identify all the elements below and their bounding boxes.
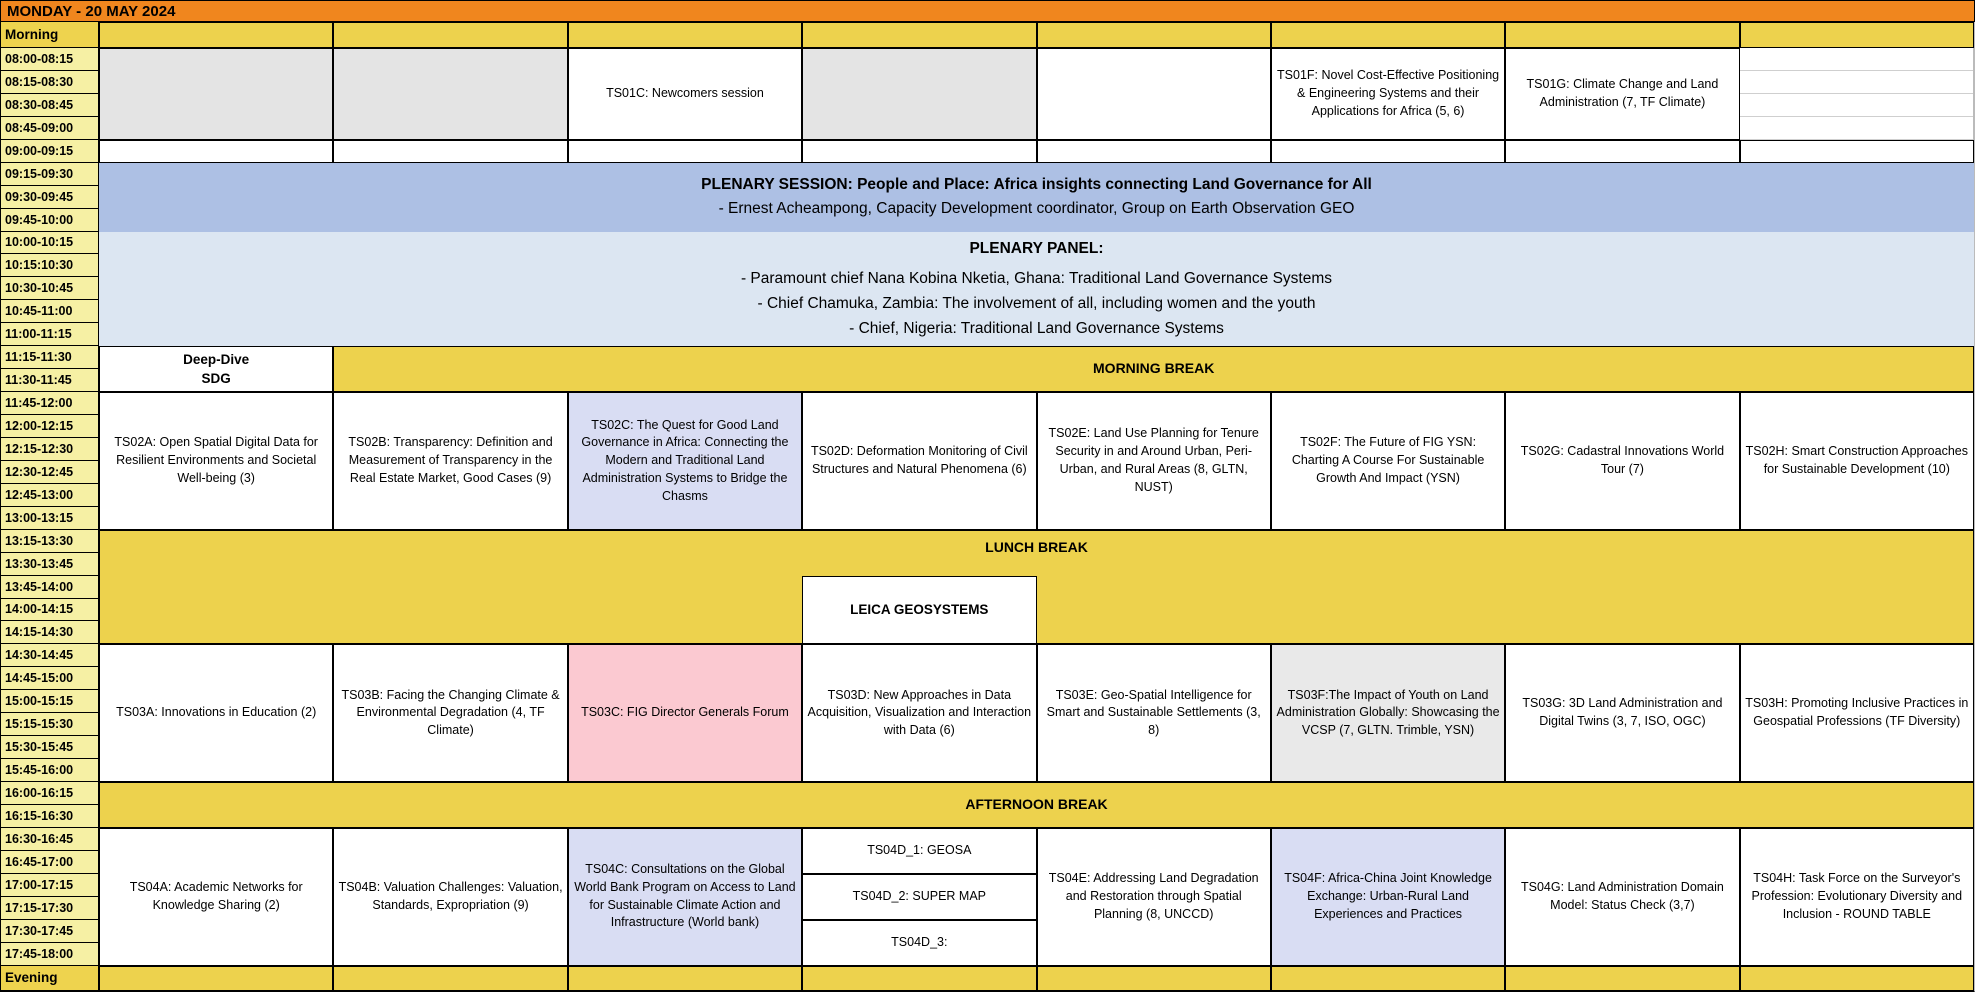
session-ts04f[interactable]: TS04F: Africa-China Joint Knowledge Exchange: Urban-Rural Land Experiences and Practices (1271, 828, 1505, 966)
time-slot: 12:00-12:15 (1, 415, 99, 438)
session-ts01g[interactable]: TS01G: Climate Change and Land Administration (7, TF Climate) (1505, 48, 1739, 140)
session-ts02e[interactable]: TS02E: Land Use Planning for Tenure Security in and Around Urban, Peri-Urban, and Rural Areas (8, GLTN, NUST) (1037, 392, 1271, 530)
session-ts02h[interactable]: TS02H: Smart Construction Approaches for Sustainable Development (10) (1740, 392, 1974, 530)
time-slot: 17:00-17:15 (1, 874, 99, 897)
period-label-evening: Evening (1, 966, 99, 991)
evening-band-cell (1037, 966, 1271, 991)
session-ts02g[interactable]: TS02G: Cadastral Innovations World Tour (7) (1505, 392, 1739, 530)
afternoon-break-band: AFTERNOON BREAK (99, 782, 1974, 828)
session-ts04h[interactable]: TS04H: Task Force on the Surveyor's Profession: Evolutionary Diversity and Inclusion - ROUND TABLE (1740, 828, 1974, 966)
time-slot: 12:45-13:00 (1, 484, 99, 507)
deep-dive-line1: Deep-Dive (183, 351, 250, 367)
session-ts03d[interactable]: TS03D: New Approaches in Data Acquisition, Visualization and Interaction with Data (6) (802, 644, 1036, 782)
empty-row-cell (1271, 140, 1505, 163)
empty-row-cell (802, 140, 1036, 163)
session-ts04e[interactable]: TS04E: Addressing Land Degradation and Restoration through Spatial Planning (8, UNCCD) (1037, 828, 1271, 966)
empty-row-cell (99, 140, 333, 163)
empty-row-cell (333, 140, 567, 163)
morning-band-cell (1037, 22, 1271, 48)
evening-band-cell (99, 966, 333, 991)
session-ts02f[interactable]: TS02F: The Future of FIG YSN: Charting A Course For Sustainable Growth And Impact (YSN) (1271, 392, 1505, 530)
time-slot: 16:45-17:00 (1, 851, 99, 874)
session-ts04b[interactable]: TS04B: Valuation Challenges: Valuation, Standards, Expropriation (9) (333, 828, 567, 966)
session-ts02c[interactable]: TS02C: The Quest for Good Land Governance in Africa: Connecting the Modern and Traditional Land Administration Systems to Bridge the Chasms (568, 392, 802, 530)
time-slot: 14:30-14:45 (1, 644, 99, 667)
session-ts02d[interactable]: TS02D: Deformation Monitoring of Civil Structures and Natural Phenomena (6) (802, 392, 1036, 530)
time-slot: 15:45-16:00 (1, 759, 99, 782)
morning-band-cell (99, 22, 333, 48)
evening-band-cell (802, 966, 1036, 991)
time-slot: 11:30-11:45 (1, 369, 99, 392)
morning-band-cell (1505, 22, 1739, 48)
time-slot: 08:30-08:45 (1, 94, 99, 117)
time-slot: 09:00-09:15 (1, 140, 99, 163)
plenary-session-block[interactable] (99, 163, 1974, 232)
time-slot: 17:45-18:00 (1, 943, 99, 966)
time-slot: 14:15-14:30 (1, 621, 99, 644)
empty-gray-block-1 (99, 48, 333, 140)
session-ts01c[interactable]: TS01C: Newcomers session (568, 48, 802, 140)
time-slot: 17:30-17:45 (1, 920, 99, 943)
time-slot: 15:00-15:15 (1, 690, 99, 713)
time-slot: 08:15-08:30 (1, 71, 99, 94)
morning-band-cell (568, 22, 802, 48)
session-ts04g[interactable]: TS04G: Land Administration Domain Model: Status Check (3,7) (1505, 828, 1739, 966)
session-ts03h[interactable]: TS03H: Promoting Inclusive Practices in Geospatial Professions (TF Diversity) (1740, 644, 1974, 782)
plenary-session-title: PLENARY SESSION: People and Place: Africa insights connecting Land Governance for All (701, 176, 1372, 194)
session-ts03e[interactable]: TS03E: Geo-Spatial Intelligence for Smart and Sustainable Settlements (3, 8) (1037, 644, 1271, 782)
time-slot: 14:00-14:15 (1, 599, 99, 622)
session-ts01f[interactable]: TS01F: Novel Cost-Effective Positioning & Engineering Systems and their Applications for Africa (5, 6) (1271, 48, 1505, 140)
session-ts04d-3[interactable]: TS04D_3: (802, 920, 1036, 966)
session-leica-geosystems[interactable]: LEICA GEOSYSTEMS (802, 576, 1036, 645)
session-ts04d-2[interactable]: TS04D_2: SUPER MAP (802, 874, 1036, 920)
session-ts03a[interactable]: TS03A: Innovations in Education (2) (99, 644, 333, 782)
day-header: MONDAY - 20 MAY 2024 (0, 0, 1975, 22)
empty-row-cell (1740, 140, 1974, 163)
time-slot: 16:30-16:45 (1, 828, 99, 851)
evening-band-cell (333, 966, 567, 991)
time-slot: 08:00-08:15 (1, 48, 99, 71)
session-ts02a[interactable]: TS02A: Open Spatial Digital Data for Resilient Environments and Societal Well-being (3) (99, 392, 333, 530)
plenary-panel-member: - Chief, Nigeria: Traditional Land Governance Systems (849, 320, 1224, 338)
empty-white-block (1037, 48, 1271, 140)
session-ts04a[interactable]: TS04A: Academic Networks for Knowledge Sharing (2) (99, 828, 333, 966)
time-slot: 15:15-15:30 (1, 713, 99, 736)
time-slot: 12:15-12:30 (1, 438, 99, 461)
session-ts04d-1[interactable]: TS04D_1: GEOSA (802, 828, 1036, 874)
time-slot: 13:00-13:15 (1, 507, 99, 530)
time-slot: 16:15-16:30 (1, 805, 99, 828)
plenary-panel-block[interactable] (99, 232, 1974, 347)
time-slot: 09:30-09:45 (1, 186, 99, 209)
session-ts04c[interactable]: TS04C: Consultations on the Global World Bank Program on Access to Land for Sustainable Climate Action and Infrastructure (World bank) (568, 828, 802, 966)
time-slot: 09:15-09:30 (1, 163, 99, 186)
evening-band-cell (1740, 966, 1974, 991)
plenary-panel-member: - Chief Chamuka, Zambia: The involvement of all, including women and the youth (757, 295, 1316, 313)
session-ts03f[interactable]: TS03F:The Impact of Youth on Land Administration Globally: Showcasing the VCSP (7, GLTN. Trimble, YSN) (1271, 644, 1505, 782)
plenary-panel-member: - Paramount chief Nana Kobina Nketia, Ghana: Traditional Land Governance Systems (740, 270, 1333, 288)
time-slot: 11:00-11:15 (1, 323, 99, 346)
morning-band-cell (333, 22, 567, 48)
time-slot: 11:45-12:00 (1, 392, 99, 415)
schedule-grid (0, 22, 1975, 992)
empty-row-cell (1037, 140, 1271, 163)
plenary-session-speaker: - Ernest Acheampong, Capacity Development coordinator, Group on Earth Observation GEO (718, 200, 1355, 218)
period-label-morning: Morning (1, 22, 99, 48)
time-slot: 13:45-14:00 (1, 576, 99, 599)
empty-row-cell (1505, 140, 1739, 163)
empty-row-cell (568, 140, 802, 163)
time-slot: 10:15:10:30 (1, 254, 99, 277)
session-ts03g[interactable]: TS03G: 3D Land Administration and Digital Twins (3, 7, ISO, OGC) (1505, 644, 1739, 782)
time-slot: 15:30-15:45 (1, 736, 99, 759)
time-slot: 08:45-09:00 (1, 117, 99, 140)
time-slot: 13:30-13:45 (1, 553, 99, 576)
session-ts03c[interactable]: TS03C: FIG Director Generals Forum (568, 644, 802, 782)
time-slot: 10:00-10:15 (1, 232, 99, 255)
empty-gray-block-2 (333, 48, 567, 140)
empty-gridline-cells (1740, 48, 1974, 140)
empty-gray-block-3 (802, 48, 1036, 140)
time-slot: 11:15-11:30 (1, 346, 99, 369)
time-slot: 10:30-10:45 (1, 277, 99, 300)
morning-break-band: MORNING BREAK (333, 346, 1974, 392)
session-ts03b[interactable]: TS03B: Facing the Changing Climate & Environmental Degradation (4, TF Climate) (333, 644, 567, 782)
morning-band-cell (1740, 22, 1974, 48)
evening-band-cell (1271, 966, 1505, 991)
time-slot: 10:45-11:00 (1, 300, 99, 323)
lunch-break-band: LUNCH BREAK (99, 530, 1974, 645)
morning-band-cell (1271, 22, 1505, 48)
time-slot: 14:45-15:00 (1, 667, 99, 690)
plenary-panel-title: PLENARY PANEL: (969, 240, 1104, 258)
time-slot: 16:00-16:15 (1, 782, 99, 805)
time-slot: 13:15-13:30 (1, 530, 99, 553)
evening-band-cell (1505, 966, 1739, 991)
time-slot: 17:15-17:30 (1, 897, 99, 920)
time-slot: 12:30-12:45 (1, 461, 99, 484)
deep-dive-line2: SDG (201, 371, 231, 387)
time-slot: 09:45-10:00 (1, 209, 99, 232)
session-deep-dive-sdg[interactable] (99, 346, 333, 392)
session-ts02b[interactable]: TS02B: Transparency: Definition and Measurement of Transparency in the Real Estate Market, Good Cases (9) (333, 392, 567, 530)
evening-band-cell (568, 966, 802, 991)
morning-band-cell (802, 22, 1036, 48)
